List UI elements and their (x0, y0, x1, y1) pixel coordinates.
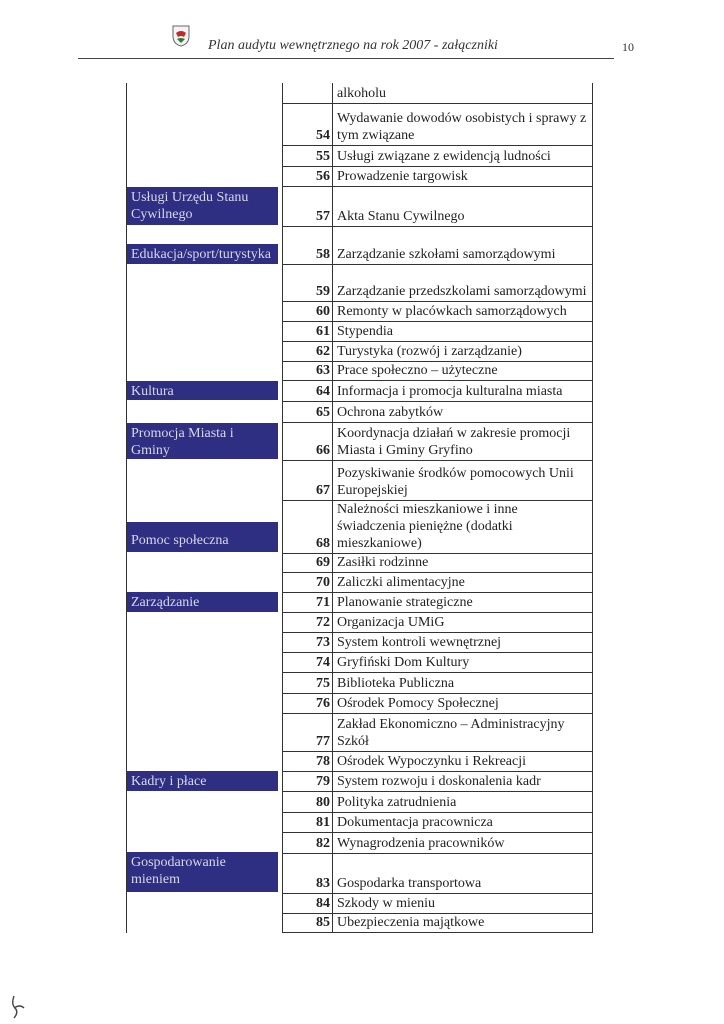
row-number: 72 (316, 615, 330, 630)
row-text: Należności mieszkaniowe i inne świadczenia pieniężne (dodatki mieszkaniowe) (337, 502, 518, 551)
table-row (282, 342, 592, 362)
page-number: 10 (622, 40, 634, 54)
row-text: alkoholu (337, 86, 386, 101)
rows-area (282, 83, 592, 933)
row-number: 67 (316, 483, 330, 498)
table-row (282, 573, 592, 593)
row-number: 62 (316, 344, 330, 359)
row-number: 76 (316, 696, 330, 711)
row-text: Ubezpieczenia majątkowe (337, 915, 485, 930)
table-row (282, 694, 592, 714)
row-text: Zakład Ekonomiczno – Administracyjny Szkół (337, 717, 565, 749)
table-row (282, 302, 592, 322)
row-number: 73 (316, 635, 330, 650)
row-number: 56 (316, 169, 330, 184)
table-row (282, 501, 592, 554)
row-number: 54 (316, 128, 330, 143)
row-text: Usługi związane z ewidencją ludności (337, 149, 551, 164)
row-number: 70 (316, 575, 330, 590)
category-kultura: Kultura (127, 381, 278, 400)
audit-plan-table (126, 83, 592, 933)
row-text: Stypendia (337, 324, 393, 339)
table-row (282, 167, 592, 187)
table-row (282, 714, 592, 752)
row-number: 64 (316, 384, 330, 399)
row-text: Ośrodek Wypoczynku i Rekreacji (337, 754, 527, 769)
row-text: Zarządzanie przedszkolami samorządowymi (337, 284, 587, 299)
table-row (282, 894, 592, 914)
signature-mark-icon (8, 994, 28, 1020)
row-text: System kontroli wewnętrznej (337, 635, 502, 650)
row-number: 85 (316, 915, 330, 930)
category-usc: Usługi Urzędu Stanu Cywilnego (127, 187, 278, 225)
table-row (282, 633, 592, 653)
table-row (282, 187, 592, 227)
row-text: Prace społeczno – użyteczne (337, 363, 498, 378)
category-edukacja: Edukacja/sport/turystyka (127, 244, 278, 264)
row-text: Turystyka (rozwój i zarządzanie) (337, 344, 522, 359)
table-row (282, 423, 592, 461)
row-number: 57 (316, 209, 330, 224)
table-row (282, 792, 592, 813)
row-text: Dokumentacja pracownicza (337, 815, 493, 830)
row-number: 55 (316, 149, 330, 164)
row-text: Pozyskiwanie środków pomocowych Unii Europejskiej (337, 466, 574, 498)
row-text: Prowadzenie targowisk (337, 169, 468, 184)
row-text: Planowanie strategiczne (337, 595, 473, 610)
table-row (282, 914, 592, 933)
category-zarzadzanie: Zarządzanie (127, 592, 278, 612)
row-number: 58 (316, 247, 330, 262)
category-pomoc-spoleczna: Pomoc społeczna (127, 522, 278, 552)
row-text: Organizacja UMiG (337, 615, 445, 630)
row-number: 81 (316, 815, 330, 830)
row-number: 66 (316, 443, 330, 458)
row-number: 69 (316, 555, 330, 570)
row-number: 84 (316, 896, 330, 911)
table-row (282, 265, 592, 302)
table-row (282, 146, 592, 167)
row-text: Polityka zatrudnienia (337, 795, 457, 810)
row-number: 59 (316, 284, 330, 299)
header-rule (78, 58, 614, 59)
row-number: 68 (316, 536, 330, 551)
row-text: Ośrodek Pomocy Społecznej (337, 696, 499, 711)
row-number: 61 (316, 324, 330, 339)
row-text: Gryfiński Dom Kultury (337, 655, 470, 670)
row-text: Zaliczki alimentacyjne (337, 575, 465, 590)
table-row (282, 593, 592, 613)
table-row (282, 752, 592, 772)
table-row (282, 362, 592, 381)
row-number: 78 (316, 754, 330, 769)
row-number: 83 (316, 876, 330, 891)
row-number: 63 (316, 363, 330, 378)
row-text: Akta Stanu Cywilnego (337, 209, 465, 224)
row-text: Ochrona zabytków (337, 405, 444, 420)
row-text: Biblioteka Publiczna (337, 676, 455, 691)
table-row (282, 461, 592, 501)
category-column (126, 83, 278, 933)
row-text: Gospodarka transportowa (337, 876, 482, 891)
table-row (282, 653, 592, 673)
table-row (282, 104, 592, 146)
row-text: Koordynacja działań w zakresie promocji Miasta i Gminy Gryfino (337, 426, 571, 458)
row-number: 71 (316, 595, 330, 610)
row-number: 79 (316, 774, 330, 789)
table-row (282, 381, 592, 402)
table-row (282, 613, 592, 633)
row-text: Zasiłki rodzinne (337, 555, 429, 570)
table-row (282, 813, 592, 833)
row-text: Zarządzanie szkołami samorządowymi (337, 247, 556, 262)
row-text: Informacja i promocja kulturalna miasta (337, 384, 563, 399)
row-text: Wynagrodzenia pracowników (337, 836, 505, 851)
row-number: 65 (316, 405, 330, 420)
table-row (282, 772, 592, 792)
row-number: 77 (316, 734, 330, 749)
row-text: Remonty w placówkach samorządowych (337, 304, 567, 319)
table-row (282, 833, 592, 854)
table-border-right (592, 83, 593, 933)
coat-of-arms-icon (172, 25, 190, 47)
row-text: System rozwoju i doskonalenia kadr (337, 774, 541, 789)
row-number: 80 (316, 795, 330, 810)
table-row (282, 854, 592, 894)
row-text: Szkody w mieniu (337, 896, 435, 911)
table-row (282, 402, 592, 423)
table-row (282, 673, 592, 694)
table-row (282, 554, 592, 573)
row-number: 75 (316, 676, 330, 691)
row-text: Wydawanie dowodów osobistych i sprawy z tym związane (337, 111, 587, 143)
table-row (282, 227, 592, 265)
category-kadry: Kadry i płace (127, 771, 278, 791)
document-title: Plan audytu wewnętrznego na rok 2007 - załączniki (208, 38, 498, 53)
category-promocja: Promocja Miasta i Gminy (127, 423, 278, 459)
table-row (282, 83, 592, 104)
row-number: 60 (316, 304, 330, 319)
row-number: 74 (316, 655, 330, 670)
category-mienie: Gospodarowanie mieniem (127, 852, 278, 892)
table-row (282, 322, 592, 342)
row-number: 82 (316, 836, 330, 851)
page-header (0, 0, 724, 60)
